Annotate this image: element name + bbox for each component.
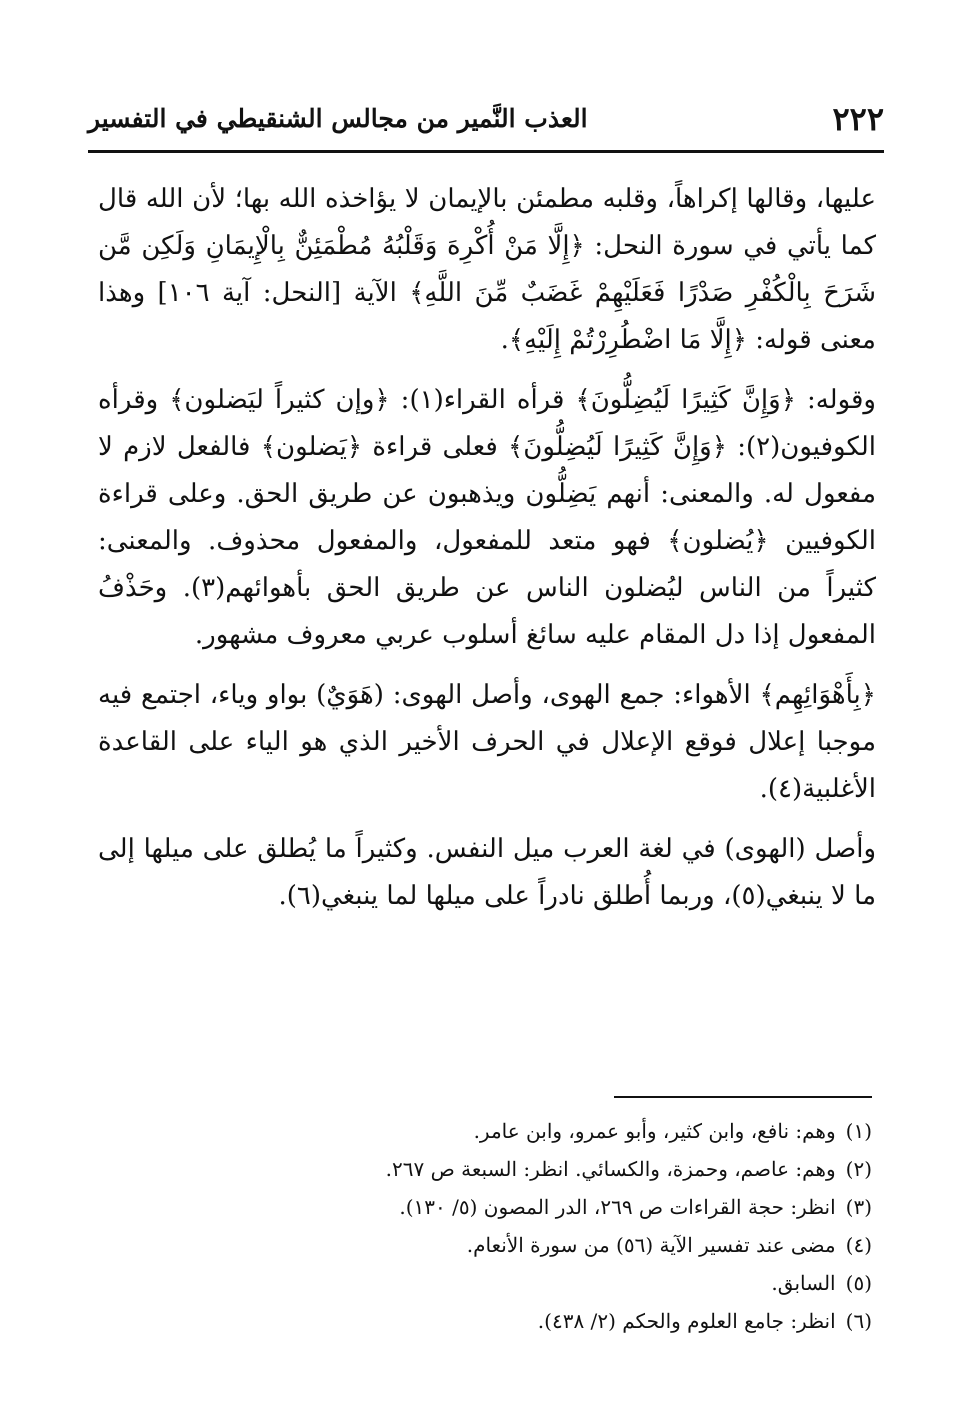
paragraph-1: عليها، وقالها إكراهاً، وقلبه مطمئن بالإيمان لا يؤاخذه الله بها؛ لأن الله قال كما يأتي في سورة النحل: ﴿إِلَّا مَنْ أُكْرِهَ وَقَلْبُهُ مُطْمَئِنٌّ بِالْإِيمَانِ وَلَكِن مَّن شَرَحَ بِالْكُفْرِ صَدْرًا فَعَلَيْهِمْ غَضَبٌ مِّنَ اللَّهِ﴾ الآية [النحل: آية ١٠٦] وهذا معنى قوله: ﴿إِلَّا مَا اضْطُرِرْتُمْ إِلَيْهِ﴾.: [98, 184, 876, 355]
footnote-5: [98, 1264, 872, 1302]
footnote-2: [98, 1150, 872, 1188]
footnote-text: وهم: نافع، وابن كثير، وأبو عمرو، وابن عامر.: [473, 1119, 836, 1143]
footnote-number: (٦): [845, 1309, 872, 1333]
footnote-6: [98, 1302, 872, 1340]
footnote-text: السابق.: [771, 1271, 836, 1295]
footnote-4: [98, 1226, 872, 1264]
footnote-text: مضى عند تفسير الآية (٥٦) من سورة الأنعام.: [466, 1233, 836, 1257]
paragraph-4: وأصل (الهوى) في لغة العرب ميل النفس. وكثيراً ما يُطلق على ميلها إلى ما لا ينبغي(٥)، وربما أُطلق نادراً على ميلها لما ينبغي(٦).: [98, 834, 876, 911]
footnote-rule: [614, 1096, 872, 1098]
footnote-text: وهم: عاصم، وحمزة، والكسائي. انظر: السبعة ص ٢٦٧.: [385, 1157, 836, 1181]
footnote-text: انظر: حجة القراءات ص ٢٦٩، الدر المصون (٥/ ١٣٠).: [399, 1195, 836, 1219]
footnote-number: (٥): [845, 1271, 872, 1295]
footnote-number: (٢): [845, 1157, 872, 1181]
footnote-number: (١): [845, 1119, 872, 1143]
page-number: ٢٢٢: [832, 100, 884, 138]
paragraph-2: وقوله: ﴿وَإِنَّ كَثِيرًا لَيُضِلُّونَ﴾ قرأه القراء(١): ﴿وإن كثيراً ليَضلون﴾ وقرأه الكوفيون(٢): ﴿وَإِنَّ كَثِيرًا لَيُضِلُّونَ﴾ فعلى قراءة ﴿يَضلون﴾ فالفعل لازم لا مفعول له. والمعنى: أنهم يَضِلُّون ويذهبون عن طريق الحق. وعلى قراءة الكوفيين ﴿يُضلون﴾ فهو متعد للمفعول، والمفعول محذوف. والمعنى: كثيراً من الناس ليُضلون الناس عن طريق الحق بأهوائهم(٣). وحَذْفُ المفعول إذا دل المقام عليه سائغ أسلوب عربي معروف مشهور.: [98, 385, 876, 650]
footnote-3: [98, 1188, 872, 1226]
footnote-1: [98, 1112, 872, 1150]
page-header: [88, 100, 884, 148]
footnote-number: (٤): [845, 1233, 872, 1257]
footnote-number: (٣): [845, 1195, 872, 1219]
footnote-text: انظر: جامع العلوم والحكم (٢/ ٤٣٨).: [537, 1309, 836, 1333]
footnotes: [98, 1112, 872, 1340]
header-rule: [88, 150, 884, 153]
running-title: العذب النَّمير من مجالس الشنقيطي في التفسير: [88, 104, 588, 133]
paragraph-3: ﴿بِأَهْوَائِهِم﴾ الأهواء: جمع الهوى، وأصل الهوى: (هَوَيٌ) بواو وياء، اجتمع فيه موجبا إعلال فوقع الإعلال في الحرف الأخير الذي هو الياء على القاعدة الأغلبية(٤).: [98, 680, 876, 804]
main-text: [98, 176, 876, 933]
